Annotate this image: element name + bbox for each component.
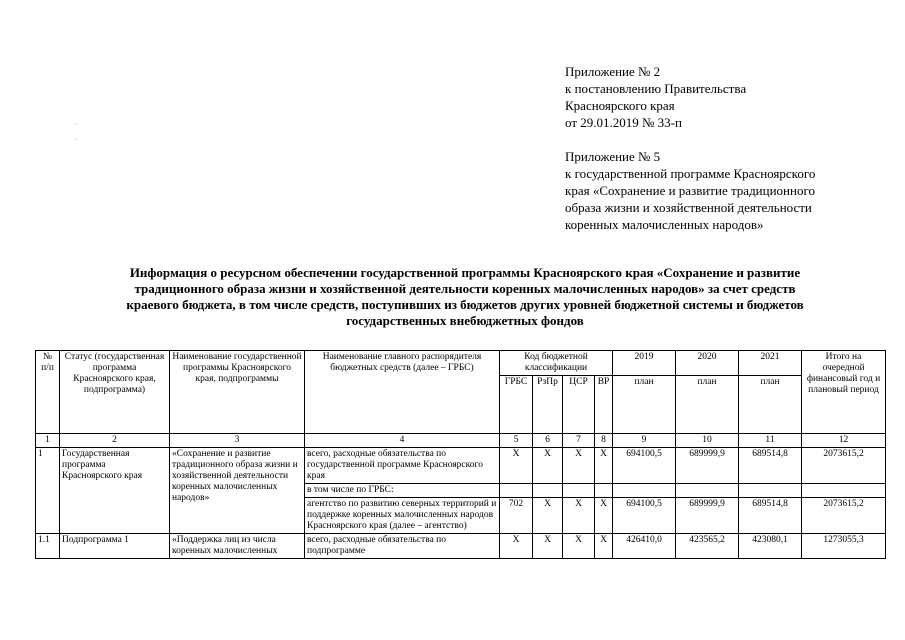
annex-2-line: Приложение № 2 [565,64,661,79]
annex-2-line: Красноярского края [565,98,675,113]
row-csr: Х [563,498,595,534]
title-line: краевого бюджета, в том числе средств, поступивших из бюджетов других уровней бюджетной системы и бюджетов [126,297,804,312]
empty-cell [613,484,676,498]
table-row [36,534,886,559]
annex-2-line: к постановлению Правительства [565,81,747,96]
empty-cell [739,484,802,498]
header-budget-code: Код бюджетной классификации [500,351,613,376]
row-value-2019: 694100,5 [613,448,676,484]
empty-cell [595,484,613,498]
row-grbs-name: агентство по развитию северных территорий и поддержке коренных малочисленных народов Красноярского края (далее – агентство) [305,498,500,534]
header-row [36,351,886,376]
row-status: Государственная программа Красноярского края [60,448,170,534]
row-vr: Х [595,498,613,534]
row-grbs-name: всего, расходные обязательства по государственной программе Красноярского края [305,448,500,484]
annex-5-line: коренных малочисленных народов» [565,217,764,232]
column-number: 7 [563,434,595,448]
row-rzpr: Х [533,534,563,559]
header-year-2020: 2020 [676,351,739,376]
row-grbs-code: Х [500,534,533,559]
row-value-total: 2073615,2 [802,448,886,484]
row-rzpr: Х [533,498,563,534]
column-number: 5 [500,434,533,448]
title-line: традиционного образа жизни и хозяйственной деятельности коренных малочисленных народов» за счет средств [134,281,796,296]
row-value-2020: 423565,2 [676,534,739,559]
row-program-name: «Поддержка лиц из числа коренных малочисленных [170,534,305,559]
row-vr: Х [595,448,613,484]
column-number: 1 [36,434,60,448]
annex-5-line: к государственной программе Красноярского [565,166,816,181]
row-grbs-name: всего, расходные обязательства по подпрограмме [305,534,500,559]
header-year-2021: 2021 [739,351,802,376]
annex-5-line: Приложение № 5 [565,149,661,164]
row-value-total: 2073615,2 [802,498,886,534]
empty-cell [500,484,533,498]
row-number: 1 [36,448,60,534]
row-value-total: 1273055,3 [802,534,886,559]
empty-cell [533,484,563,498]
row-value-2020: 689999,9 [676,448,739,484]
row-value-2019: 426410,0 [613,534,676,559]
header-grbs-name: Наименование главного распорядителя бюджетных средств (далее – ГРБС) [305,351,500,434]
header-program-name: Наименование государственной программы Красноярского края, подпрограммы [170,351,305,434]
header-year-2019: 2019 [613,351,676,376]
row-number: 1.1 [36,534,60,559]
column-number: 8 [595,434,613,448]
column-numbers-row [36,434,886,448]
annex-2-line: от 29.01.2019 № 33-п [565,115,682,130]
header-grbs: ГРБС [500,376,533,434]
header-status: Статус (государственная программа Красноярского края, подпрограмма) [60,351,170,434]
column-number: 6 [533,434,563,448]
row-grbs-code: Х [500,448,533,484]
empty-cell [563,484,595,498]
empty-cell [676,484,739,498]
row-value-2021: 423080,1 [739,534,802,559]
row-program-name: «Сохранение и развитие традиционного образа жизни и хозяйственной деятельности коренных малочисленных народов» [170,448,305,534]
header-csr: ЦСР [563,376,595,434]
document-title [70,265,860,329]
annex-gap [565,131,895,148]
header-num: № п/п [36,351,60,434]
row-vr: Х [595,534,613,559]
header-plan: план [739,376,802,434]
row-value-2019: 694100,5 [613,498,676,534]
column-number: 12 [802,434,886,448]
empty-cell [802,484,886,498]
column-number: 2 [60,434,170,448]
row-value-2021: 689514,8 [739,498,802,534]
row-grbs-code: 702 [500,498,533,534]
row-value-2021: 689514,8 [739,448,802,484]
row-status: Подпрограмма 1 [60,534,170,559]
row-rzpr: Х [533,448,563,484]
table-row [36,448,886,484]
resource-table [35,350,886,559]
column-number: 11 [739,434,802,448]
column-number: 9 [613,434,676,448]
annex-5-line: образа жизни и хозяйственной деятельности [565,200,812,215]
annex-5-line: края «Сохранение и развитие традиционного [565,183,815,198]
header-plan: план [613,376,676,434]
header-plan: план [676,376,739,434]
column-number: 10 [676,434,739,448]
scan-mark: · [75,120,78,129]
row-value-2020: 689999,9 [676,498,739,534]
column-number: 4 [305,434,500,448]
title-line: Информация о ресурсном обеспечении государственной программы Красноярского края «Сохранение и развитие [129,265,801,280]
header-rzpr: РзПр [533,376,563,434]
header-vr: ВР [595,376,613,434]
row-csr: Х [563,448,595,484]
row-grbs-name: в том числе по ГРБС: [305,484,500,498]
column-number: 3 [170,434,305,448]
header-total: Итого на очередной финансовый год и плановый период [802,351,886,434]
scan-mark: · [75,135,78,144]
annex-block [565,63,895,233]
title-line: государственных внебюджетных фондов [346,313,584,328]
row-csr: Х [563,534,595,559]
